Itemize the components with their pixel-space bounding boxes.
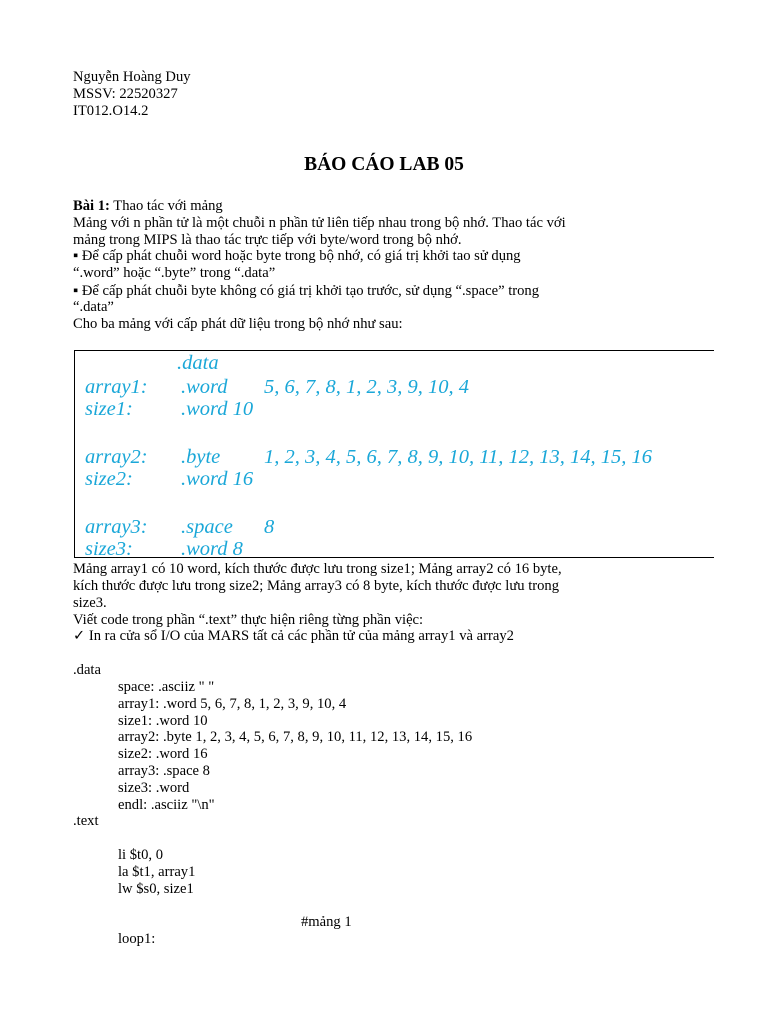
box-directive: .word 16	[181, 468, 254, 490]
code-line: size1: .word 10	[118, 713, 208, 729]
code-line: array1: .word 5, 6, 7, 8, 1, 2, 3, 9, 10, 4	[118, 696, 347, 712]
code-line: endl: .asciiz "\n"	[118, 797, 215, 813]
code-line: space: .asciiz " "	[118, 679, 215, 695]
task-checklist-item: ✓ In ra cửa sổ I/O của MARS tất cả các phần tử của mảng array1 và array2	[73, 628, 514, 644]
author-name: Nguyễn Hoàng Duy	[73, 69, 191, 85]
intro-line: Mảng với n phần tử là một chuỗi n phần tử liên tiếp nhau trong bộ nhớ. Thao tác với	[73, 215, 566, 231]
box-label: size1:	[85, 398, 133, 420]
box-directive: .word 10	[181, 398, 254, 420]
intro-bullet: ▪ Để cấp phát chuỗi word hoặc byte trong bộ nhớ, có giá trị khởi tao sử dụng	[73, 248, 521, 264]
code-line: lw $s0, size1	[118, 881, 194, 897]
exercise-label: Bài 1:	[73, 198, 110, 214]
class-code: IT012.O14.2	[73, 103, 149, 119]
intro-bullet: ▪ Để cấp phát chuỗi byte không có giá trị khởi tạo trước, sử dụng “.space” trong	[73, 283, 540, 299]
intro-line: mảng trong MIPS là thao tác trực tiếp với byte/word trong bộ nhớ.	[73, 232, 462, 248]
box-directive: .space	[181, 516, 233, 538]
box-label: array1:	[85, 376, 148, 398]
code-text-directive: .text	[73, 813, 99, 829]
box-label: size3:	[85, 538, 133, 560]
box-label: array2:	[85, 446, 148, 468]
box-label: size2:	[85, 468, 133, 490]
code-line: array3: .space 8	[118, 763, 210, 779]
student-id: MSSV: 22520327	[73, 86, 178, 102]
code-comment: #mảng 1	[301, 914, 352, 930]
code-line: la $t1, array1	[118, 864, 196, 880]
code-label: loop1:	[118, 931, 156, 947]
code-line: array2: .byte 1, 2, 3, 4, 5, 6, 7, 8, 9, 10, 11, 12, 13, 14, 15, 16	[118, 729, 473, 745]
box-directive: .word	[181, 376, 228, 398]
box-values: 5, 6, 7, 8, 1, 2, 3, 9, 10, 4	[264, 376, 469, 398]
intro-line: “.word” hoặc “.byte” trong “.data”	[73, 265, 276, 281]
paragraph-line: kích thước được lưu trong size2; Mảng array3 có 8 byte, kích thước được lưu trong	[73, 578, 560, 594]
exercise-heading	[73, 198, 223, 215]
paragraph-line: Viết code trong phần “.text” thực hiện riêng từng phần việc:	[73, 612, 424, 628]
exercise-topic: Thao tác với mảng	[109, 198, 223, 214]
intro-line: “.data”	[73, 299, 114, 315]
code-line: li $t0, 0	[118, 847, 163, 863]
code-data-directive: .data	[73, 662, 101, 678]
box-values: 1, 2, 3, 4, 5, 6, 7, 8, 9, 10, 11, 12, 13, 14, 15, 16	[264, 446, 652, 468]
code-line: size3: .word	[118, 780, 190, 796]
box-directive: .byte	[181, 446, 221, 468]
paragraph-line: size3.	[73, 595, 107, 611]
intro-line: Cho ba mảng với cấp phát dữ liệu trong bộ nhớ như sau:	[73, 316, 403, 332]
code-line: size2: .word 16	[118, 746, 208, 762]
paragraph-line: Mảng array1 có 10 word, kích thước được lưu trong size1; Mảng array2 có 16 byte,	[73, 561, 562, 577]
page-title: BÁO CÁO LAB 05	[304, 154, 464, 175]
box-values: 8	[264, 516, 275, 538]
box-label: array3:	[85, 516, 148, 538]
box-directive: .word 8	[181, 538, 243, 560]
box-data-directive: .data	[177, 352, 219, 374]
